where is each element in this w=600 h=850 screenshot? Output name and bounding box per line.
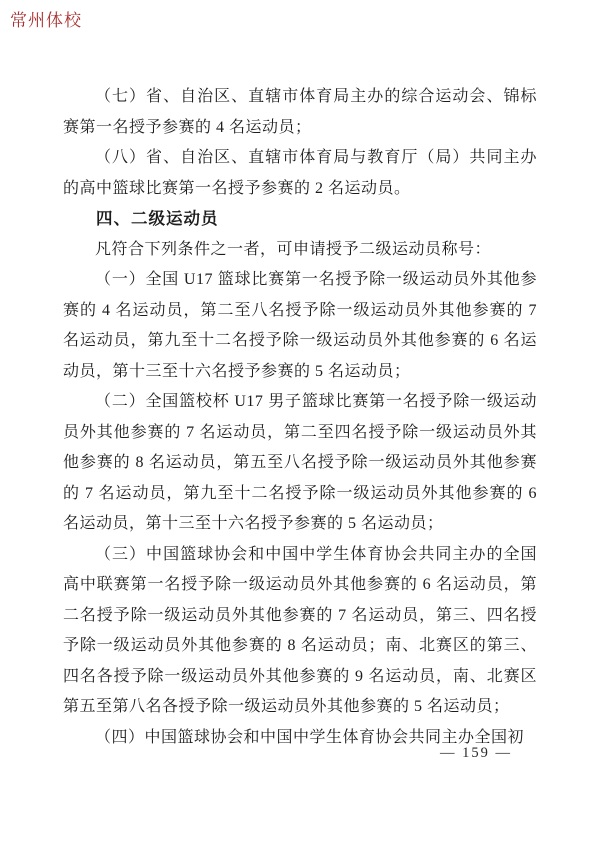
paragraph: （二）全国篮校杯 U17 男子篮球比赛第一名授予除一级运动员外其他参赛的 7 名运动员，第二至四名授予除一级运动员外其他参赛的 8 名运动员，第五至八名授予除一级运动员外其他参赛的 7 名运动员，第九至十二名授予除一级运动员外其他参赛的 6 名运动员，第十三至十六名授予参赛的 5 名运动员； (63, 393, 537, 532)
paragraph: （七）省、自治区、直辖市体育局主办的综合运动会、锦标赛第一名授予参赛的 4 名运动员； (63, 88, 537, 136)
paragraph: （三）中国篮球协会和中国中学生体育协会共同主办的全国高中联赛第一名授予除一级运动员外其他参赛的 6 名运动员，第二名授予除一级运动员外其他参赛的 7 名运动员，第三、四名授予除一级运动员外其他参赛的 8 名运动员；南、北赛区的第三、四名各授予除一级运动员外其他参赛的 9 名运动员，南、北赛区第五至第八名各授予除一级运动员外其他参赛的 5 名运动员； (63, 545, 537, 715)
paragraph: （四）中国篮球协会和中国中学生体育协会共同主办全国初 (95, 728, 525, 746)
watermark-stamp: 常州体校 (10, 11, 82, 30)
paragraph: （八）省、自治区、直辖市体育局与教育厅（局）共同主办的高中篮球比赛第一名授予参赛的 2 名运动员。 (63, 149, 537, 197)
paragraph: （一）全国 U17 篮球比赛第一名授予除一级运动员外其他参赛的 4 名运动员，第二至八名授予除一级运动员外其他参赛的 7 名运动员，第九至十二名授予除一级运动员外其他参赛的 6 名运动员，第十三至十六名授予参赛的 5 名运动员； (63, 271, 537, 380)
page-number: — 159 — (440, 745, 512, 761)
paragraph: 凡符合下列条件之一者，可申请授予二级运动员称号： (95, 240, 492, 258)
section-heading: 四、二级运动员 (96, 210, 219, 228)
document-content (63, 82, 537, 753)
